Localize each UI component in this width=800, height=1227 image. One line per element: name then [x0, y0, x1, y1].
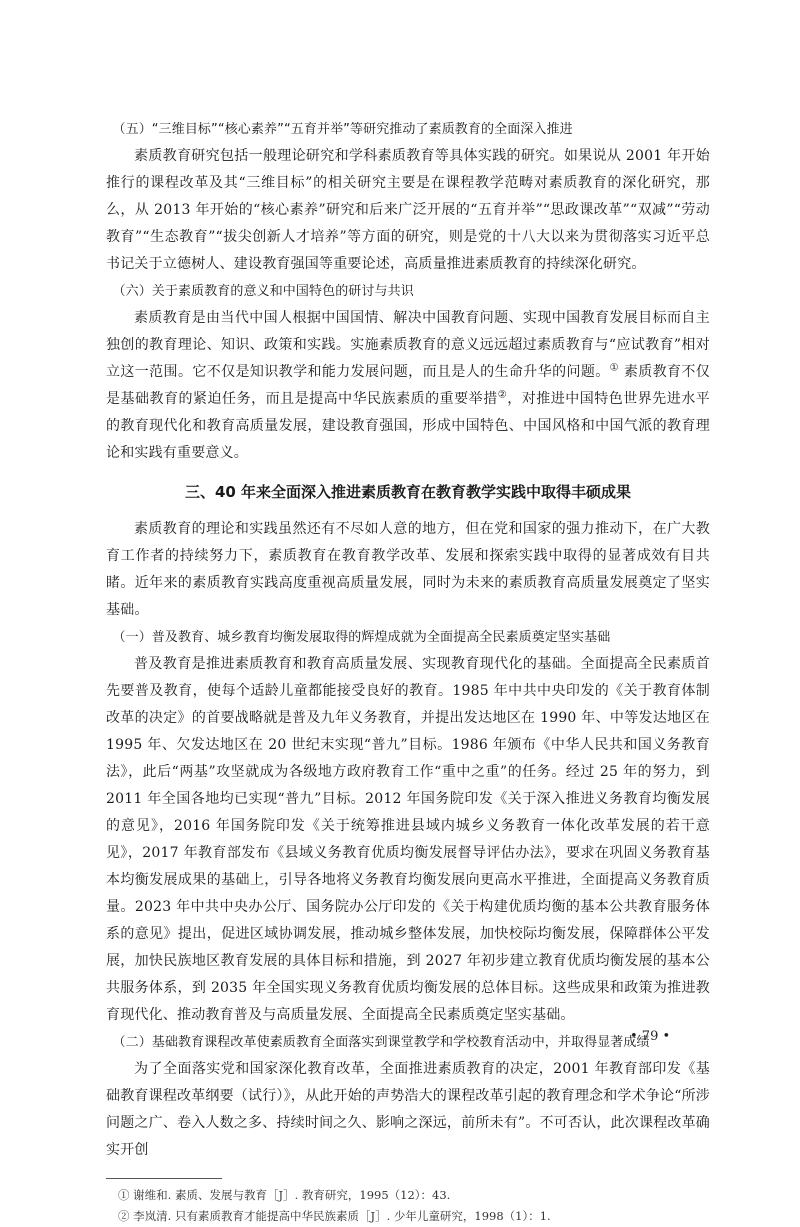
subheading-1: （一）普及教育、城乡教育均衡发展取得的辉煌成就为全面提高全民素质奠定坚实基础 — [112, 630, 611, 645]
page-number: • 79 • — [630, 1029, 671, 1044]
paragraph-4: 普及教育是推进素质教育和教育高质量发展、实现教育现代化的基础。全面提高全民素质首先要普及教育，使每个适龄儿童都能接受良好的教育。1985 年中共中央印发的《关于教育体制改革的决定》的首要战略就是普及九年义务教育，并提出发达地区在 1990 年、中等发达地区在 1995 年、欠发达地区在 20 世纪末实现“普九”目标。1986 年颁布《中华人民共和国义务教育法》，此后“两基”攻坚就成为各级地方政府教育工作“重中之重”的任务。经过 25 年的努力，到 2011 年全国各地均已实现“普九”目标。2012 年国务院印发《关于深入推进义务教育均衡发展的意见》，2016 年国务院印发《关于统筹推进县域内城乡义务教育一体化改革发展的若干意见》，2017 年教育部发布《县域义务教育优质均衡发展督导评估办法》，要求在巩固义务教育基本均衡发展成果的基础上，引导各地将义务教育均衡发展向更高水平推进，全面提高义务教育质量。2023 年中共中央办公厅、国务院办公厅印发的《关于构建优质均衡的基本公共教育服务体系的意见》提出，促进区域协调发展，推动城乡整体发展，加快校际均衡发展，保障群体公平发展，加快民族地区教育发展的具体目标和措施，到 2027 年初步建立教育优质均衡发展的基本公共服务体系，到 2035 年全国实现义务教育优质均衡发展的总体目标。这些成果和政策为推进教育现代化、推动教育普及与高质量发展、全面提高全民素质奠定坚实基础。 — [106, 656, 710, 1023]
footnote-ref-1[interactable]: ① — [609, 362, 619, 374]
subheading-2: （二）基础教育课程改革使素质教育全面落实到课堂教学和学校教育活动中，并取得显著成绩 — [112, 1035, 650, 1050]
footnote-ref-2[interactable]: ② — [497, 389, 508, 401]
subheading-5: （五）“三维目标”“核心素养”“五育并举”等研究推动了素质教育的全面深入推进 — [112, 122, 573, 137]
footnote-2: ② 李岚清. 只有素质教育才能提高中华民族素质［J］. 少年儿童研究，1998（1）：1. — [118, 1209, 551, 1223]
footnote-1: ① 谢维和. 素质、发展与教育［J］. 教育研究，1995（12）：43. — [118, 1188, 451, 1202]
page-body — [106, 116, 710, 1227]
section-heading-3: 三、40 年来全面深入推进素质教育在教育教学实践中取得丰硕成果 — [184, 483, 632, 501]
paragraph-3: 素质教育的理论和实践虽然还有不尽如人意的地方，但在党和国家的强力推动下，在广大教育工作者的持续努力下，素质教育在教育教学改革、发展和探索实践中取得的显著成效有目共睹。近年来的素质教育实践高度重视高质量发展，同时为未来的素质教育高质量发展奠定了坚实基础。 — [106, 521, 710, 618]
paragraph-1: 素质教育研究包括一般理论研究和学科素质教育等具体实践的研究。如果说从 2001 年开始推行的课程改革及其“三维目标”的相关研究主要是在课程教学范畴对素质教育的深化研究，那么，从 2013 年开始的“核心素养”研究和后来广泛开展的“五育并举”“思政课改革”“双减”“劳动教育”“生态教育”“拔尖创新人才培养”等方面的研究，则是党的十八大以来为贯彻落实习近平总书记关于立德树人、建设教育强国等重要论述，高质量推进素质教育的持续深化研究。 — [106, 148, 710, 272]
footnote-divider — [106, 1178, 222, 1179]
paragraph-2 — [106, 305, 710, 467]
paragraph-2-part-c: ，对推进中国特色世界先进水平的教育现代化和教育高质量发展，建设教育强国，形成中国特色、中国风格和中国气派的教育理论和实践有重要意义。 — [106, 391, 710, 461]
subheading-6: （六）关于素质教育的意义和中国特色的研讨与共识 — [112, 284, 414, 299]
paragraph-2-part-b: 素质教育不仅是基础教育的紧迫任务，而且是提高中华民族素质的重要举措 — [106, 364, 710, 407]
paragraph-5: 为了全面落实党和国家深化教育改革，全面推进素质教育的决定，2001 年教育部印发《基础教育课程改革纲要（试行）》，从此开始的声势浩大的课程改革引起的教育理念和学术争论“所涉问题之广、卷入人数之多、持续时间之久、影响之深远，前所未有”。不可否认，此次课程改革确实开创 — [106, 1061, 710, 1158]
paragraph-2-part-a: 素质教育是由当代中国人根据中国国情、解决中国教育问题、实现中国教育发展目标而自主独创的教育理论、知识、政策和实践。实施素质教育的意义远远超过素质教育与“应试教育”相对立这一范围。它不仅是知识教学和能力发展问题，而且是人的生命升华的问题。 — [106, 310, 710, 380]
